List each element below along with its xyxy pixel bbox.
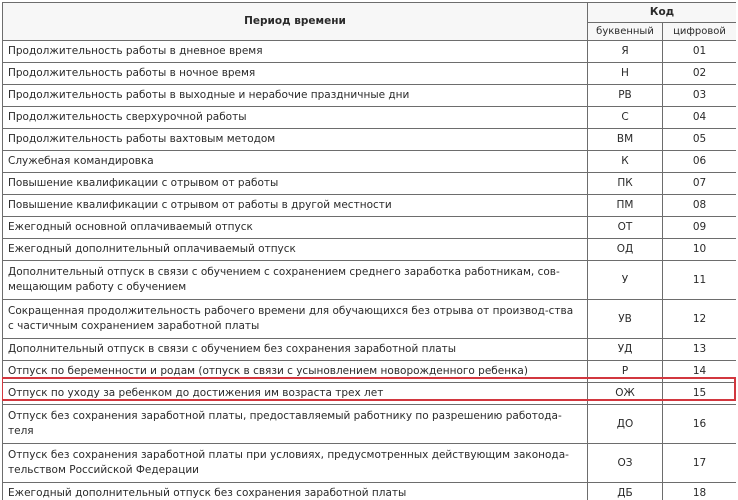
period-cell: Отпуск по беременности и родам (отпуск в связи с усыновлением новорожденного ребенка): [3, 361, 588, 383]
letter-code-cell: ПМ: [588, 195, 663, 217]
letter-code-cell: Н: [588, 63, 663, 85]
period-cell: Ежегодный дополнительный оплачиваемый отпуск: [3, 239, 588, 261]
table-row: [3, 129, 737, 151]
digit-code-cell: 14: [663, 361, 737, 383]
digit-code-cell: 10: [663, 239, 737, 261]
header-period: Период времени: [3, 3, 588, 41]
header-code: Код: [588, 3, 737, 23]
digit-code-cell: 17: [663, 444, 737, 483]
table-row: [3, 107, 737, 129]
period-cell: Продолжительность работы в дневное время: [3, 41, 588, 63]
period-cell: Продолжительность сверхурочной работы: [3, 107, 588, 129]
period-cell: Отпуск без сохранения заработной платы при условиях, предусмотренных действующим законода-тельством Российской Федерации: [3, 444, 588, 483]
letter-code-cell: ДО: [588, 405, 663, 444]
period-cell: Продолжительность работы в выходные и нерабочие праздничные дни: [3, 85, 588, 107]
table-row: [3, 151, 737, 173]
table-row: [3, 483, 737, 500]
digit-code-cell: 07: [663, 173, 737, 195]
digit-code-cell: 15: [663, 383, 737, 405]
digit-code-cell: 18: [663, 483, 737, 500]
digit-code-cell: 16: [663, 405, 737, 444]
period-cell: Отпуск без сохранения заработной платы, предоставляемый работнику по разрешению работода-теля: [3, 405, 588, 444]
letter-code-cell: УД: [588, 339, 663, 361]
letter-code-cell: С: [588, 107, 663, 129]
period-cell: Сокращенная продолжительность рабочего времени для обучающихся без отрыва от производ-ства с частичным сохранением заработной платы: [3, 300, 588, 339]
digit-code-cell: 11: [663, 261, 737, 300]
period-cell: Повышение квалификации с отрывом от работы: [3, 173, 588, 195]
table-row: [3, 63, 737, 85]
digit-code-cell: 02: [663, 63, 737, 85]
letter-code-cell: ДБ: [588, 483, 663, 500]
period-cell: Отпуск по уходу за ребенком до достижения им возраста трех лет: [3, 383, 588, 405]
digit-code-cell: 06: [663, 151, 737, 173]
letter-code-cell: Р: [588, 361, 663, 383]
digit-code-cell: 08: [663, 195, 737, 217]
table-row: [3, 339, 737, 361]
period-cell: Служебная командировка: [3, 151, 588, 173]
letter-code-cell: ОЗ: [588, 444, 663, 483]
table-row: [3, 444, 737, 483]
period-cell: Ежегодный дополнительный отпуск без сохранения заработной платы: [3, 483, 588, 500]
header-letter: буквенный: [588, 23, 663, 41]
digit-code-cell: 05: [663, 129, 737, 151]
table-row: [3, 239, 737, 261]
table-row: [3, 41, 737, 63]
period-cell: Дополнительный отпуск в связи с обучением без сохранения заработной платы: [3, 339, 588, 361]
letter-code-cell: Я: [588, 41, 663, 63]
digit-code-cell: 09: [663, 217, 737, 239]
table-row: [3, 361, 737, 383]
timesheet-codes-table: [2, 2, 736, 500]
digit-code-cell: 01: [663, 41, 737, 63]
letter-code-cell: ВМ: [588, 129, 663, 151]
table-row: [3, 405, 737, 444]
table-row-highlighted: [3, 383, 737, 405]
letter-code-cell: У: [588, 261, 663, 300]
table-row: [3, 300, 737, 339]
letter-code-cell: К: [588, 151, 663, 173]
digit-code-cell: 13: [663, 339, 737, 361]
period-cell: Продолжительность работы вахтовым методом: [3, 129, 588, 151]
letter-code-cell: ОЖ: [588, 383, 663, 405]
period-cell: Повышение квалификации с отрывом от работы в другой местности: [3, 195, 588, 217]
table-row: [3, 195, 737, 217]
header-digit: цифровой: [663, 23, 737, 41]
period-cell: Дополнительный отпуск в связи с обучением с сохранением среднего заработка работникам, сов-мещающим работу с обучением: [3, 261, 588, 300]
table-row: [3, 85, 737, 107]
letter-code-cell: РВ: [588, 85, 663, 107]
timesheet-codes-table-container: [2, 2, 736, 500]
table-row: [3, 173, 737, 195]
digit-code-cell: 04: [663, 107, 737, 129]
letter-code-cell: УВ: [588, 300, 663, 339]
letter-code-cell: ПК: [588, 173, 663, 195]
letter-code-cell: ОТ: [588, 217, 663, 239]
period-cell: Ежегодный основной оплачиваемый отпуск: [3, 217, 588, 239]
digit-code-cell: 12: [663, 300, 737, 339]
digit-code-cell: 03: [663, 85, 737, 107]
period-cell: Продолжительность работы в ночное время: [3, 63, 588, 85]
letter-code-cell: ОД: [588, 239, 663, 261]
table-row: [3, 261, 737, 300]
table-row: [3, 217, 737, 239]
